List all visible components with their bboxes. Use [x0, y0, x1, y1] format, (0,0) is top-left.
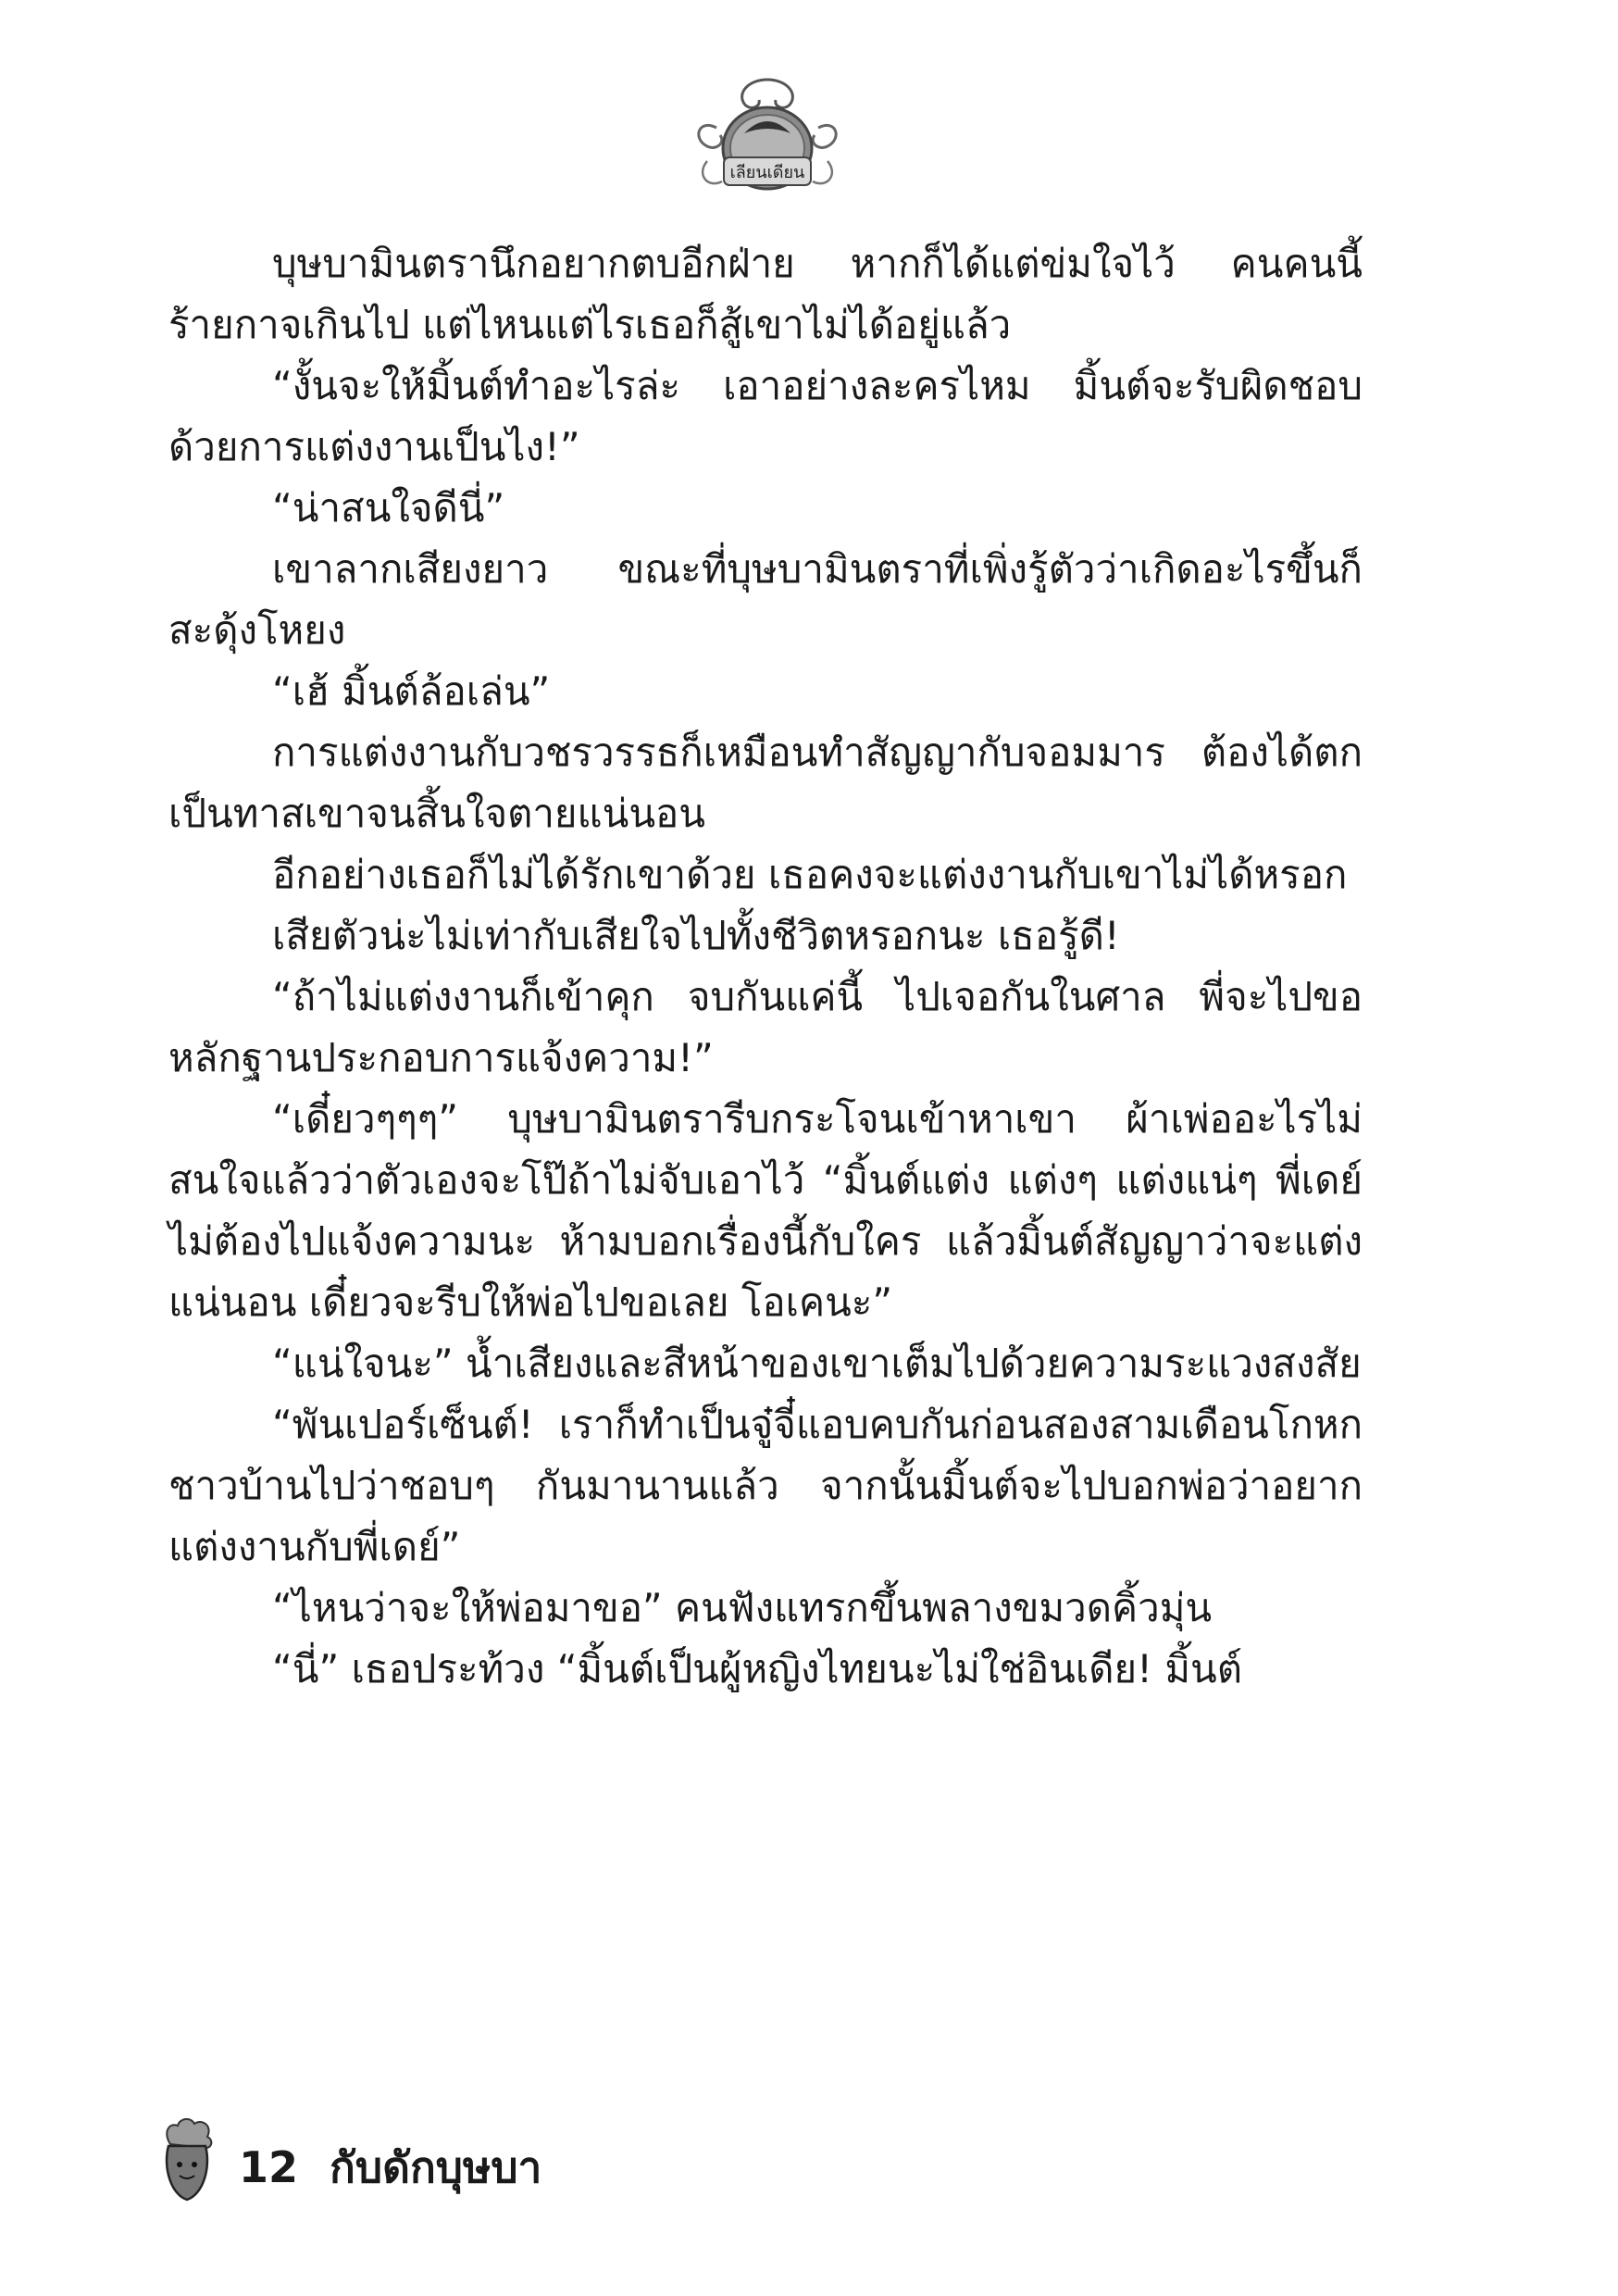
paragraph: การแต่งงานกับวชรวรรธก็เหมือนทำสัญญากับจอมมาร ต้องได้ตกเป็นทาสเขาจนสิ้นใจตายแน่นอน: [168, 730, 1363, 836]
paragraph: “พันเปอร์เซ็นต์! เราก็ทำเป็นจู๋จี๋แอบคบกันก่อนสองสามเดือนโกหกชาวบ้านไปว่าชอบๆ กันมานานแล้ว จากนั้นมิ้นต์จะไปบอกพ่อว่าอยากแต่งงานกับพี่เดย์”: [168, 1402, 1363, 1569]
header-ornament-logo: [679, 72, 855, 202]
paragraph: บุษบามินตรานึกอยากตบอีกฝ่าย หากก็ได้แต่ข่มใจไว้ คนคนนี้ร้ายกาจเกินไป แต่ไหนแต่ไรเธอก็สู้เขาไม่ได้อยู่แล้ว: [168, 241, 1363, 347]
paragraph: “ไหนว่าจะให้พ่อมาขอ” คนฟังแทรกขึ้นพลางขมวดคิ้วมุ่น: [272, 1585, 1213, 1630]
paragraph: “งั้นจะให้มิ้นต์ทำอะไรล่ะ เอาอย่างละครไหม มิ้นต์จะรับผิดชอบด้วยการแต่งงานเป็นไง!”: [168, 363, 1363, 469]
body-text: [168, 233, 1363, 1700]
paragraph: “แน่ใจนะ” น้ำเสียงและสีหน้าของเขาเต็มไปด้วยความระแวงสงสัย: [272, 1341, 1362, 1386]
ornament-text: เลียนเดียน: [729, 163, 805, 182]
paragraph: “ถ้าไม่แต่งงานก็เข้าคุก จบกันแค่นี้ ไปเจอกันในศาล พี่จะไปขอหลักฐานประกอบการแจ้งความ!”: [168, 974, 1363, 1080]
ornamental-crest-icon: [679, 72, 855, 202]
book-title: กับดักบุษบา: [330, 2141, 542, 2192]
paragraph: อีกอย่างเธอก็ไม่ได้รักเขาด้วย เธอคงจะแต่งงานกับเขาไม่ได้หรอก: [272, 852, 1348, 897]
paragraph: “เดี๋ยวๆๆๆ” บุษบามินตรารีบกระโจนเข้าหาเขา ผ้าเพ่ออะไรไม่สนใจแล้วว่าตัวเองจะโป๊ถ้าไม่จับเอาไว้ “มิ้นต์แต่ง แต่งๆ แต่งแน่ๆ พี่เดย์ไม่ต้องไปแจ้งความนะ ห้ามบอกเรื่องนี้กับใคร แล้วมิ้นต์สัญญาว่าจะแต่งแน่นอน เดี๋ยวจะรีบให้พ่อไปขอเลย โอเคนะ”: [168, 1096, 1363, 1325]
cartoon-face-icon: [157, 2116, 217, 2202]
paragraph: “เฮ้ มิ้นต์ล้อเล่น”: [272, 668, 551, 714]
paragraph: “นี่” เธอประท้วง “มิ้นต์เป็นผู้หญิงไทยนะไม่ใช่อินเดีย! มิ้นต์: [272, 1646, 1242, 1691]
page-footer: [157, 2113, 541, 2205]
page-number: 12: [239, 2142, 299, 2192]
paragraph: “น่าสนใจดีนี่”: [272, 485, 505, 530]
paragraph: เขาลากเสียงยาว ขณะที่บุษบามินตราที่เพิ่งรู้ตัวว่าเกิดอะไรขึ้นก็สะดุ้งโหยง: [168, 546, 1363, 653]
paragraph: เสียตัวน่ะไม่เท่ากับเสียใจไปทั้งชีวิตหรอกนะ เธอรู้ดี!: [272, 913, 1120, 958]
